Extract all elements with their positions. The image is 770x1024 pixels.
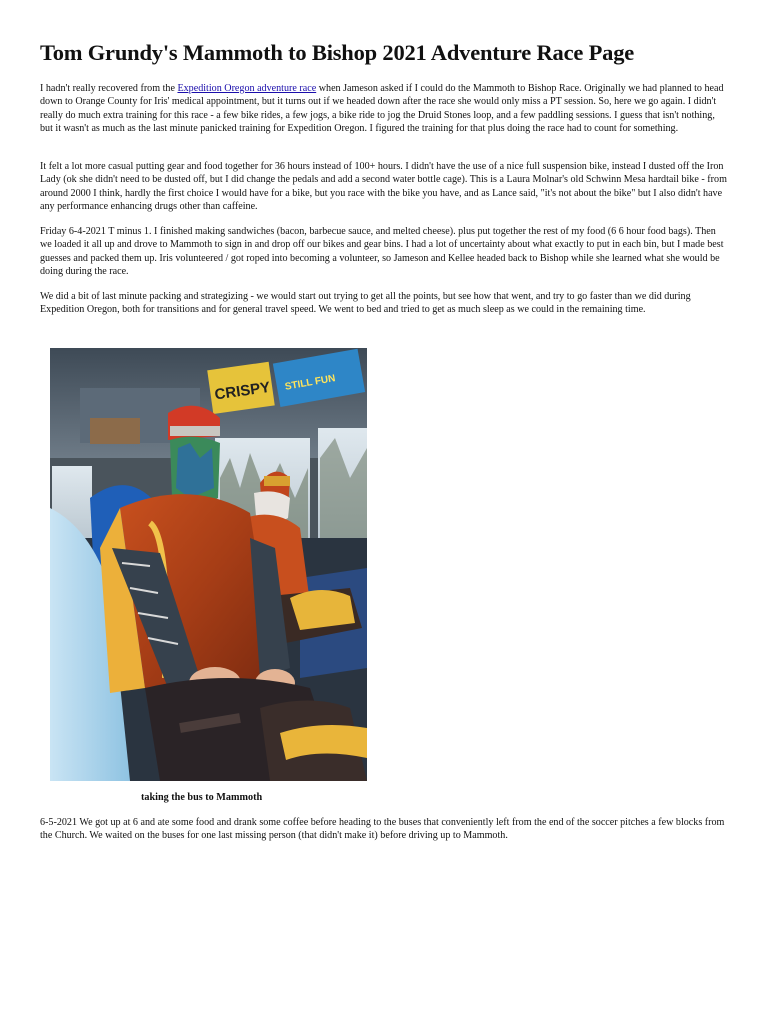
page-title: Tom Grundy's Mammoth to Bishop 2021 Adventure Race Page [40, 40, 635, 65]
ceiling-sign-fun: STILL FUN [284, 373, 337, 393]
expedition-oregon-link[interactable]: Expedition Oregon adventure race [177, 83, 317, 94]
paragraph-strategy: We did a bit of last minute packing and strategizing - we would start out trying to get all the points, but see how that went, and try to go faster than we did during Expedition Oregon, both for transitions and for general travel speed. We went to bed and tried to get as much sleep as we could in the remaining time. [40, 291, 691, 316]
photo-caption: taking the bus to Mammoth [141, 792, 263, 803]
intro-text-end: when Jameson asked if I could do the Mammoth to Bishop Race. Originally we had planned to head down to Orange County for Iris' medical appointment, but it turns out if we headed down after the race she would only miss a PT session. So, here we go again. I didn't really do much extra training for this race - a few bike rides, a few jogs, a bike ride to jog the Druid Stones loop, and a few paddling sessions. I guess that isn't nothing, but it wasn't as much as the last minute panicked training for Expedition Oregon. I figured the training for that plus doing the race had to count for something. [40, 83, 724, 134]
paragraph-intro [40, 82, 730, 135]
bus-photo [50, 348, 367, 781]
paragraph-race-day: 6-5-2021 We got up at 6 and ate some food and drank some coffee before heading to the buses that conveniently left from the end of the soccer pitches a few blocks from the Church. We waited on the buses for one last missing person (that didn't make it) before driving up to Mammoth. [40, 817, 725, 842]
paragraph-friday: Friday 6-4-2021 T minus 1. I finished making sandwiches (bacon, barbecue sauce, and melted cheese). plus put together the rest of my food (6 6 hour food bags). Then we loaded it all up and drove to Mammoth to sign in and drop off our bikes and gear bins. I had a lot of uncertainty about what exactly to put in each bin, but I made best guesses and packed them up. Iris volunteered / got roped into becoming a volunteer, so Jameson and Kellee headed back to Bishop while she learned what she would be doing during the race. [40, 226, 724, 277]
ceiling-sign-crispy: CRISPY [213, 378, 272, 404]
intro-text-start: I hadn't really recovered from the [40, 83, 178, 94]
paragraph-gear: It felt a lot more casual putting gear and food together for 36 hours instead of 100+ hours. I didn't have the use of a nice full suspension bike, instead I dusted off the Iron Lady (ok she didn't need to be dusted off, but I did change the pedals and add a second water bottle cage). This is a Laura Molnar's old Schwinn Mesa hardtail bike - from around 2000 I think, hardly the first choice I would have for a bike, but you race with the bike you have, and as Lance said, "it's not about the bike" but I also didn't have any performance enhancing drugs other than caffeine. [40, 161, 727, 212]
